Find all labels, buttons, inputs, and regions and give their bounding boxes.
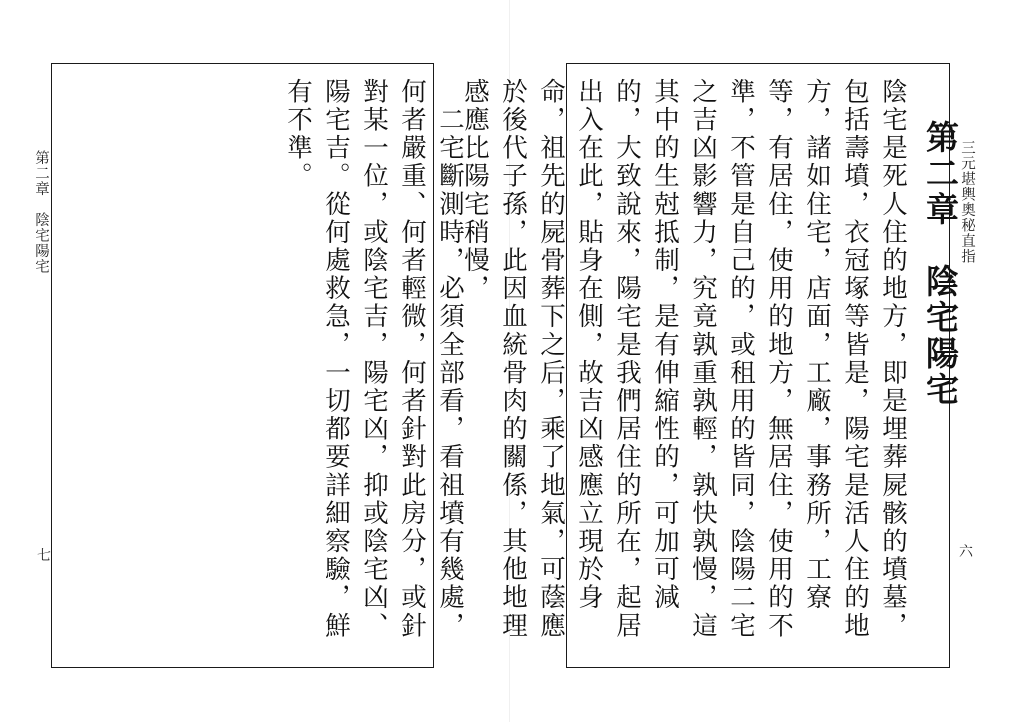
right-page [460, 0, 1024, 722]
paragraph: 陰宅是死人住的地方，即是埋葬屍骸的墳墓，包括壽墳，衣冠塚等皆是，陽宅是活人住的地方，諸如住宅，店面，工廠，事務所，工寮等，有居住，使用的地方，無居住，使用的不準，不管是自己的，或租用的皆同，陰陽二宅之吉凶影響力，究竟孰重孰輕，孰快孰慢，這其中的生尅抵制，是有伸縮性的，可加可減的，大致說來，陽宅是我們居住的所在，起居出入在此，貼身在側，故吉凶感應立現於身命，祖先的屍骨葬下之后，乘了地氣，可蔭應於後代子孫，此因血統骨肉的關係，其他地理感應比陽宅稍慢， [460, 78, 908, 640]
running-head-book-title: 三元堪輿奧秘直指 [959, 140, 975, 264]
page-number-left: 七 [37, 548, 51, 564]
left-page [0, 0, 505, 722]
body-text-left [279, 78, 469, 668]
running-head-chapter: 第二章 陰宅陽宅 [33, 150, 49, 274]
paragraph: 二宅斷測時，必須全部看，看祖墳有幾處，何者嚴重、何者輕微，何者針對此房分，或針對某一位，或陰宅吉，陽宅凶，抑或陰宅凶、陽宅吉。從何處救急，一切都要詳細察驗，鮮有不準。 [283, 78, 465, 640]
body-text-right [456, 78, 912, 668]
chapter-heading: 第二章 陰宅陽宅 [921, 120, 960, 408]
page-number-right: 六 [959, 544, 973, 560]
